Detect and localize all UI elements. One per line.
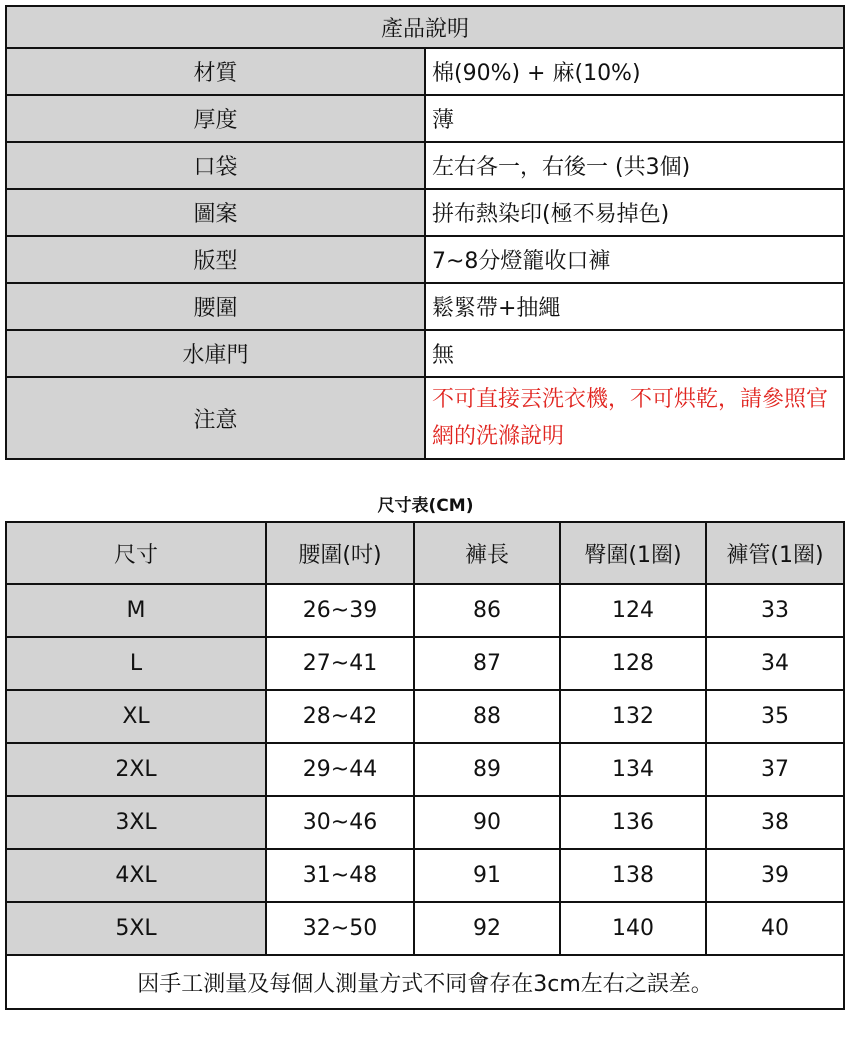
spec-value: 薄 <box>425 95 844 142</box>
waist-cell: 29~44 <box>266 743 414 796</box>
spec-title-row <box>6 6 844 48</box>
spec-label: 圖案 <box>6 189 425 236</box>
size-cell: 2XL <box>6 743 266 796</box>
leg-cell: 39 <box>706 849 844 902</box>
hip-cell: 140 <box>560 902 706 955</box>
spec-value: 無 <box>425 330 844 377</box>
hip-cell: 124 <box>560 584 706 637</box>
leg-cell: 37 <box>706 743 844 796</box>
length-cell: 91 <box>414 849 560 902</box>
hip-cell: 132 <box>560 690 706 743</box>
size-header-row <box>6 522 844 584</box>
size-row <box>6 690 844 743</box>
size-cell: 4XL <box>6 849 266 902</box>
leg-cell: 38 <box>706 796 844 849</box>
size-row <box>6 584 844 637</box>
size-row <box>6 902 844 955</box>
measurement-note: 因手工測量及每個人測量方式不同會存在3cm左右之誤差。 <box>6 955 844 1009</box>
spec-row-thickness <box>6 95 844 142</box>
spec-row-caution <box>6 377 844 459</box>
spec-row-fly <box>6 330 844 377</box>
hip-cell: 128 <box>560 637 706 690</box>
length-cell: 89 <box>414 743 560 796</box>
spec-label: 注意 <box>6 377 425 459</box>
length-cell: 90 <box>414 796 560 849</box>
header-hip: 臀圍(1圈) <box>560 522 706 584</box>
hip-cell: 138 <box>560 849 706 902</box>
spec-row-material <box>6 48 844 95</box>
spec-title: 產品說明 <box>6 6 844 48</box>
spec-label: 腰圍 <box>6 283 425 330</box>
size-cell: 3XL <box>6 796 266 849</box>
hip-cell: 136 <box>560 796 706 849</box>
spec-label: 材質 <box>6 48 425 95</box>
spec-value: 7~8分燈籠收口褲 <box>425 236 844 283</box>
size-chart-title: 尺寸表(CM) <box>377 496 474 516</box>
spec-row-fit <box>6 236 844 283</box>
waist-cell: 27~41 <box>266 637 414 690</box>
length-cell: 92 <box>414 902 560 955</box>
waist-cell: 31~48 <box>266 849 414 902</box>
size-cell: XL <box>6 690 266 743</box>
leg-cell: 34 <box>706 637 844 690</box>
spec-value: 鬆緊帶+抽繩 <box>425 283 844 330</box>
length-cell: 88 <box>414 690 560 743</box>
header-leg-opening: 褲管(1圈) <box>706 522 844 584</box>
header-size: 尺寸 <box>6 522 266 584</box>
waist-cell: 28~42 <box>266 690 414 743</box>
size-row <box>6 796 844 849</box>
size-cell: M <box>6 584 266 637</box>
waist-cell: 26~39 <box>266 584 414 637</box>
care-warning: 不可直接丟洗衣機，不可烘乾，請參照官網的洗滌說明 <box>425 377 844 459</box>
spec-row-pattern <box>6 189 844 236</box>
spec-value: 棉(90%) + 麻(10%) <box>425 48 844 95</box>
leg-cell: 35 <box>706 690 844 743</box>
spec-value: 左右各一，右後一 (共3個) <box>425 142 844 189</box>
hip-cell: 134 <box>560 743 706 796</box>
leg-cell: 33 <box>706 584 844 637</box>
header-length: 褲長 <box>414 522 560 584</box>
measurement-note-row <box>6 955 844 1009</box>
spec-label: 版型 <box>6 236 425 283</box>
spec-value: 拼布熱染印(極不易掉色) <box>425 189 844 236</box>
waist-cell: 30~46 <box>266 796 414 849</box>
spec-row-waist <box>6 283 844 330</box>
length-cell: 86 <box>414 584 560 637</box>
leg-cell: 40 <box>706 902 844 955</box>
length-cell: 87 <box>414 637 560 690</box>
size-cell: 5XL <box>6 902 266 955</box>
size-row <box>6 637 844 690</box>
spec-label: 口袋 <box>6 142 425 189</box>
header-waist: 腰圍(吋) <box>266 522 414 584</box>
size-cell: L <box>6 637 266 690</box>
spec-row-pockets <box>6 142 844 189</box>
product-spec-table <box>5 5 845 460</box>
size-chart-table <box>5 521 845 1010</box>
size-row <box>6 849 844 902</box>
spec-label: 水庫門 <box>6 330 425 377</box>
size-row <box>6 743 844 796</box>
spec-label: 厚度 <box>6 95 425 142</box>
waist-cell: 32~50 <box>266 902 414 955</box>
